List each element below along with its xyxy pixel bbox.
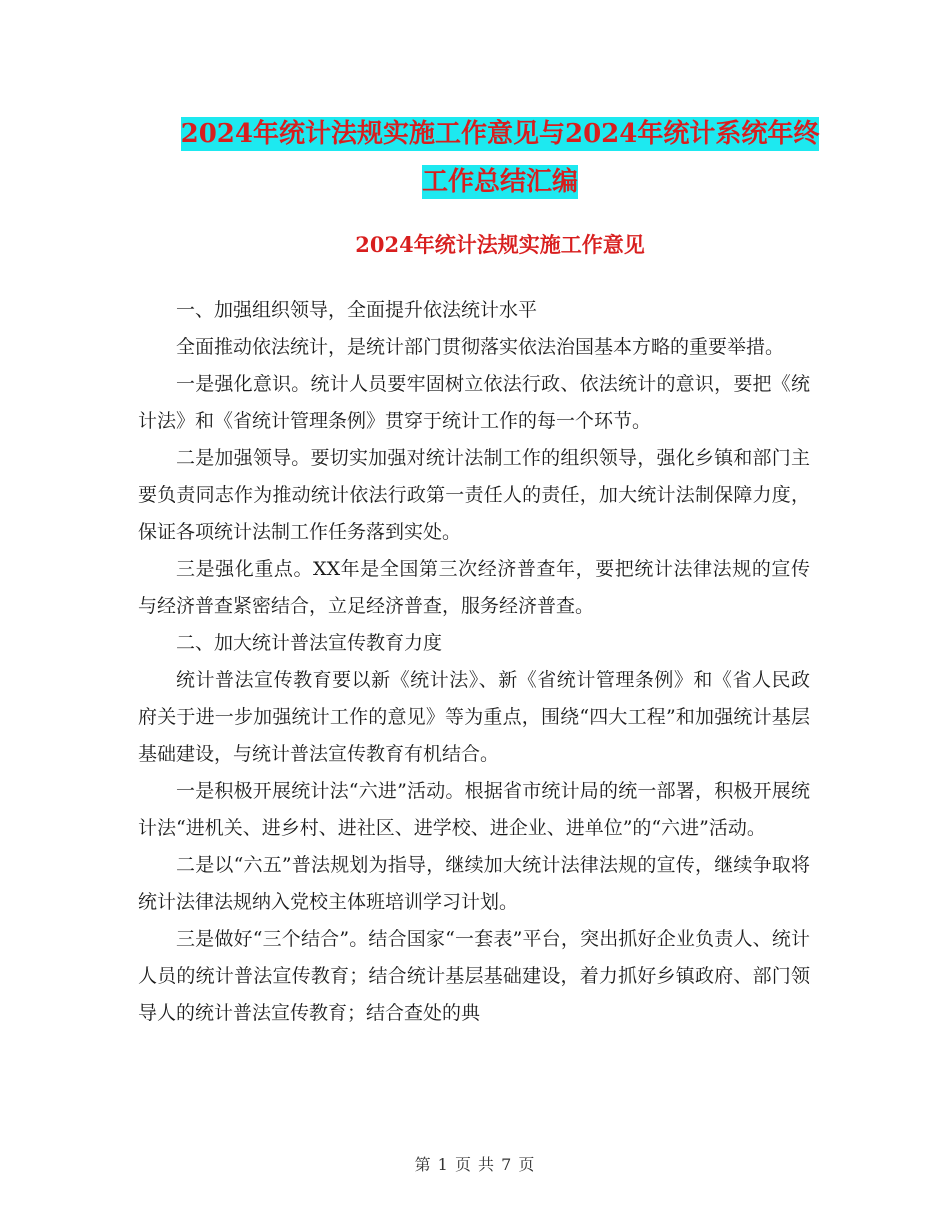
page-number-footer: 第 1 页 共 7 页 bbox=[414, 1155, 536, 1174]
paragraph: 一是积极开展统计法“六进”活动。根据省市统计局的统一部署，积极开展统计法“进机关、进乡村、进社区、进学校、进企业、进单位”的“六进”活动。 bbox=[138, 780, 810, 839]
section-title: 2024年统计法规实施工作意见 bbox=[355, 232, 645, 257]
heading-2: 二、加大统计普法宣传教育力度 bbox=[176, 632, 443, 654]
heading-1: 一、加强组织领导，全面提升依法统计水平 bbox=[176, 299, 538, 321]
paragraph: 全面推动依法统计，是统计部门贯彻落实依法治国基本方略的重要举措。 bbox=[176, 336, 785, 358]
paragraph: 统计普法宣传教育要以新《统计法》、新《省统计管理条例》和《省人民政府关于进一步加强统计工作的意见》等为重点，围绕“四大工程”和加强统计基层基础建设，与统计普法宣传教育有机结合。 bbox=[138, 669, 810, 765]
document-title bbox=[120, 110, 880, 206]
paragraph: 二是加强领导。要切实加强对统计法制工作的组织领导，强化乡镇和部门主要负责同志作为推动统计依法行政第一责任人的责任，加大统计法制保障力度，保证各项统计法制工作任务落到实处。 bbox=[138, 447, 810, 543]
paragraph: 三是做好“三个结合”。结合国家“一套表”平台，突出抓好企业负责人、统计人员的统计普法宣传教育；结合统计基层基础建设，着力抓好乡镇政府、部门领导人的统计普法宣传教育；结合查处的典 bbox=[138, 928, 810, 1024]
title-line-1: 2024年统计法规实施工作意见与2024年统计系统年终 bbox=[180, 119, 820, 149]
document-body bbox=[138, 292, 810, 1032]
paragraph: 三是强化重点。XX年是全国第三次经济普查年，要把统计法律法规的宣传与经济普查紧密结合，立足经济普查，服务经济普查。 bbox=[138, 558, 810, 617]
paragraph: 一是强化意识。统计人员要牢固树立依法行政、依法统计的意识，要把《统计法》和《省统计管理条例》贯穿于统计工作的每一个环节。 bbox=[138, 373, 810, 432]
title-line-2: 工作总结汇编 bbox=[421, 167, 578, 197]
paragraph: 二是以“六五”普法规划为指导，继续加大统计法律法规的宣传，继续争取将统计法律法规纳入党校主体班培训学习计划。 bbox=[138, 854, 810, 913]
